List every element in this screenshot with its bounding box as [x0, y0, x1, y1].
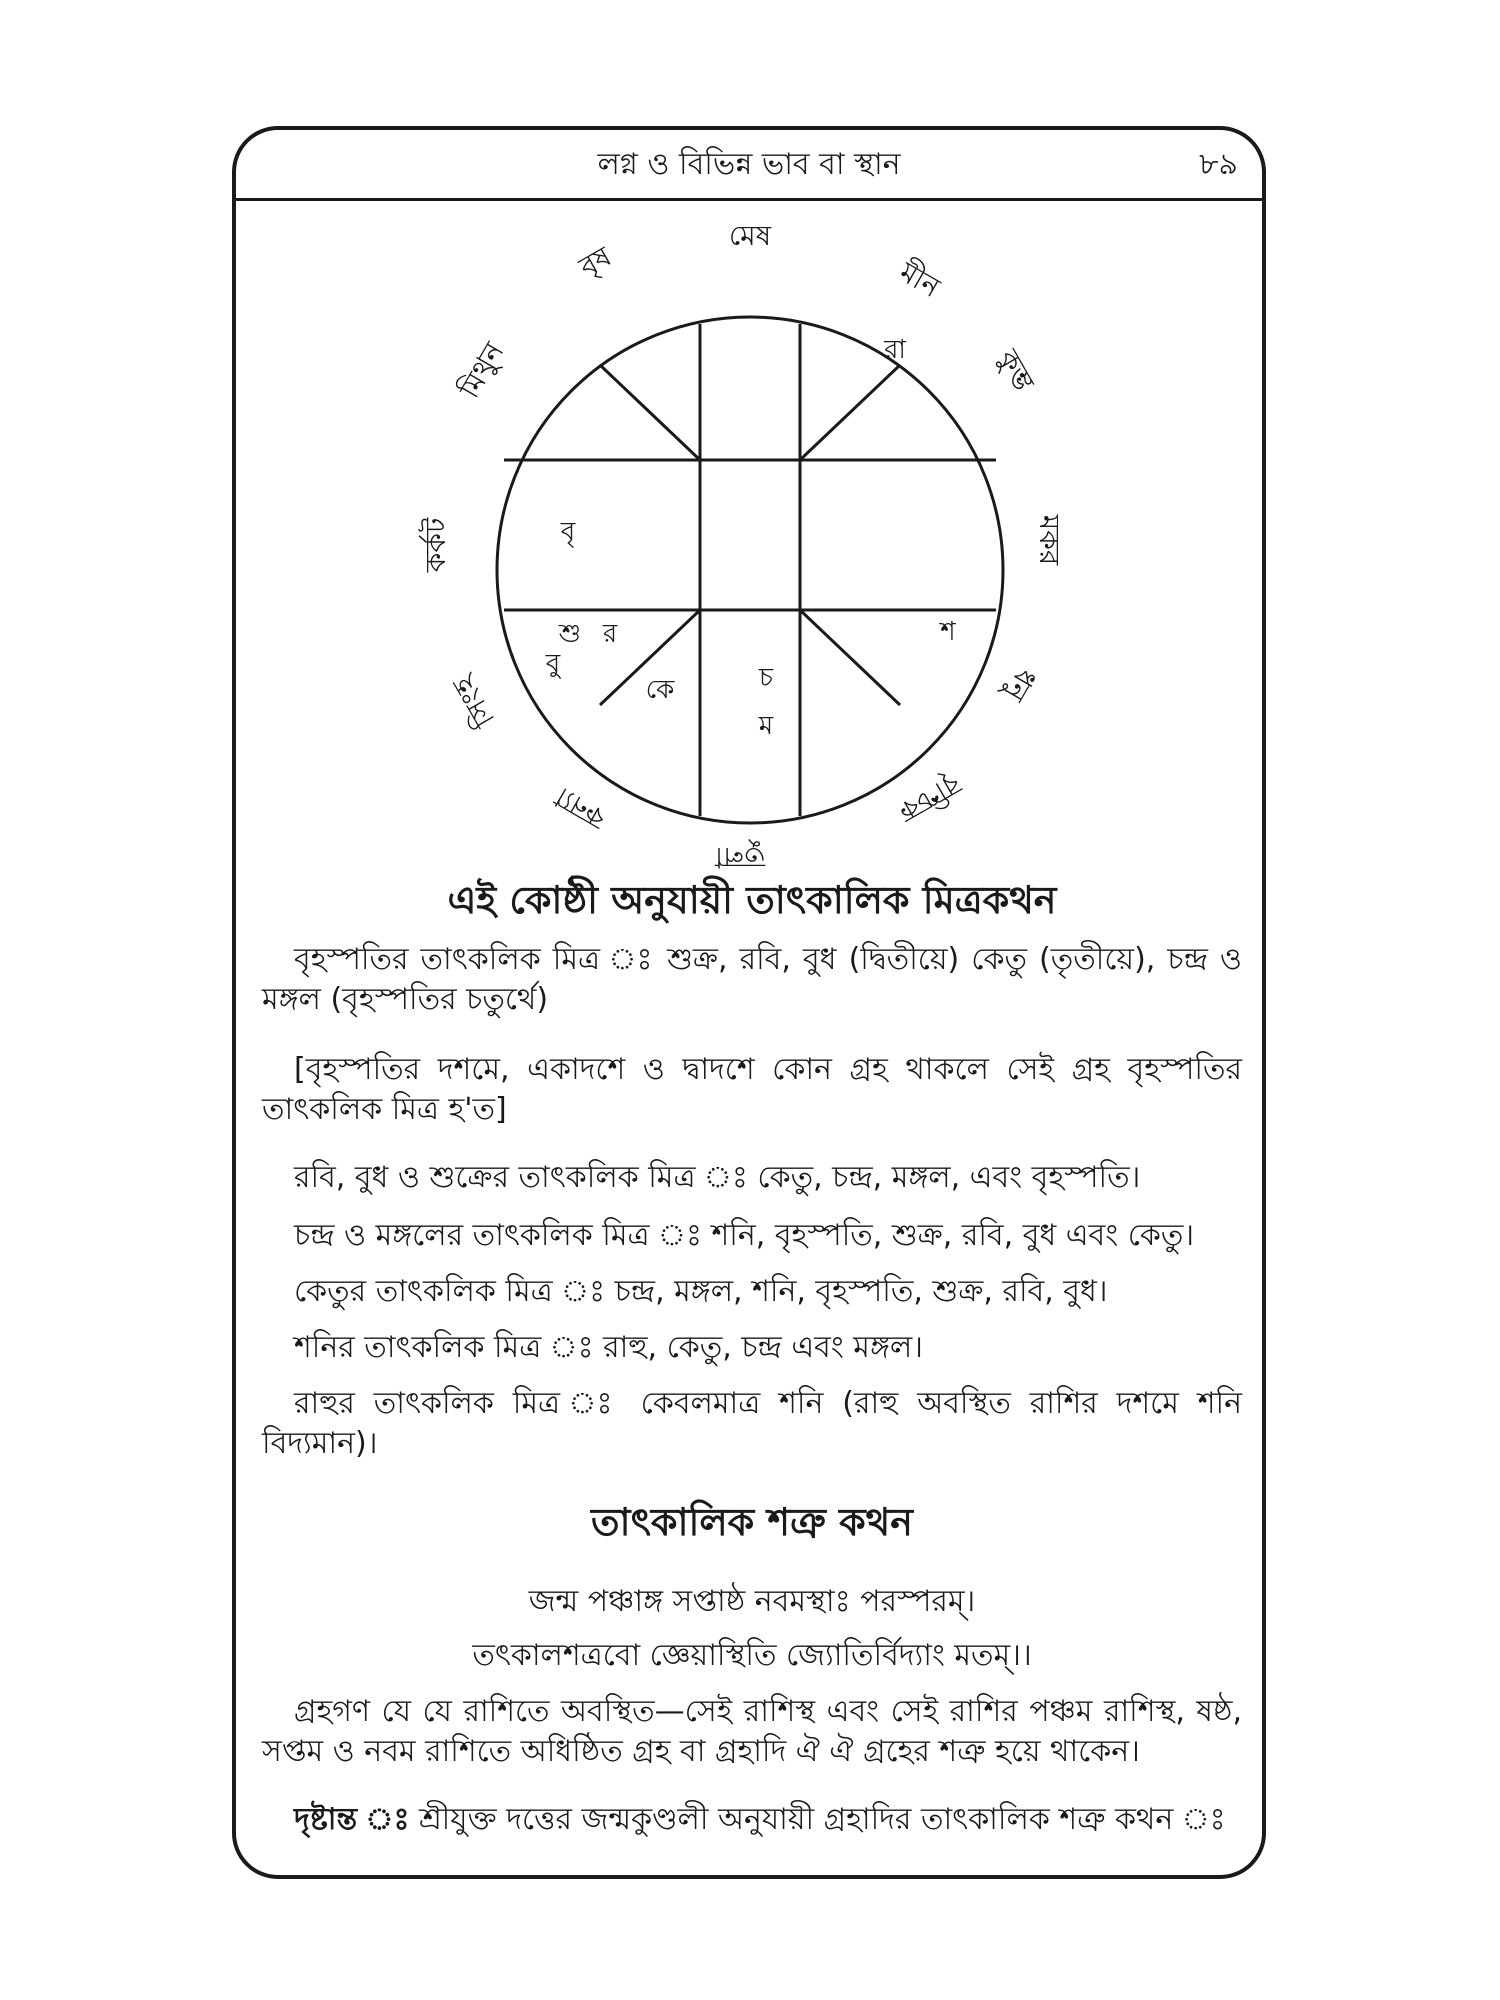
- chart-diagonal: [600, 365, 700, 460]
- running-header-title: লগ্ন ও বিভিন্ন ভাব বা স্থান: [597, 147, 901, 182]
- paragraph: বৃহস্পতির তাৎকলিক মিত্র ঃ শুক্র, রবি, বুধ (দ্বিতীয়ে) কেতু (তৃতীয়ে), চন্দ্র ও মঙ্গল (বৃহস্পতির চতুর্থে): [262, 942, 1242, 1017]
- sign-label-singha: সিংহ: [446, 670, 502, 734]
- section-heading: তাৎকালিক শত্রু কথন: [591, 1500, 913, 1544]
- planet-mercury: বু: [545, 649, 561, 679]
- sign-label-kumbha: কুম্ভ: [991, 343, 1041, 397]
- example-text: শ্রীযুক্ত দত্তের জন্মকুণ্ডলী অনুযায়ী গ্রহাদির তাৎকালিক শত্রু কথন ঃ: [409, 1802, 1226, 1837]
- paragraph: চন্দ্র ও মঙ্গলের তাৎকলিক মিত্র ঃ শনি, বৃহস্পতি, শুক্র, রবি, বুধ এবং কেতু।: [294, 1218, 1195, 1253]
- paragraph: রবি, বুধ ও শুক্রের তাৎকলিক মিত্র ঃ কেতু, চন্দ্র, মঙ্গল, এবং বৃহস্পতি।: [294, 1160, 1141, 1195]
- example-label: দৃষ্টান্ত ঃ: [294, 1802, 410, 1837]
- planet-rahu: রা: [884, 335, 906, 365]
- paragraph: [বৃহস্পতির দশমে, একাদশে ও দ্বাদশে কোন গ্রহ থাকলে সেই গ্রহ বৃহস্পতির তাৎকলিক মিত্র হ'ত]: [262, 1052, 1242, 1127]
- sign-label-makar: মকর: [1033, 514, 1066, 566]
- verse-line: তৎকালশত্রবো জ্ঞেয়াস্থিতি জ্যোতির্বিদ্যাং মতম্।।: [472, 1638, 1032, 1673]
- planet-moon: চ: [758, 663, 774, 693]
- sign-label-karkat: কর্কট: [419, 517, 452, 573]
- paragraph: কেতুর তাৎকলিক মিত্র ঃ চন্দ্র, মঙ্গল, শনি, বৃহস্পতি, শুক্র, রবি, বুধ।: [294, 1274, 1108, 1309]
- planet-saturn: শ: [940, 617, 956, 647]
- sign-label-tula: তুলা: [715, 841, 765, 874]
- planet-sun: র: [602, 619, 618, 649]
- sign-label-meen: মীন: [894, 255, 946, 305]
- sign-label-mithun: মিথুন: [452, 336, 511, 404]
- chart-diagonal: [800, 610, 900, 705]
- section-heading: এই কোষ্ঠী অনুযায়ী তাৎকালিক মিত্রকথন: [447, 878, 1057, 922]
- planet-jupiter: বৃ: [560, 517, 576, 547]
- sign-label-mesh: মেষ: [728, 219, 772, 252]
- planet-mars: ম: [758, 711, 774, 741]
- paragraph: রাহুর তাৎকলিক মিত্র ঃ কেবলমাত্র শনি (রাহু অবস্থিত রাশির দশমে শনি বিদ্যমান)।: [262, 1386, 1242, 1461]
- page-number: ৮৯: [1199, 147, 1238, 182]
- planet-venus: শু: [558, 619, 582, 649]
- paragraph: গ্রহগণ যে যে রাশিতে অবস্থিত—সেই রাশিস্থ এবং সেই রাশির পঞ্চম রাশিস্থ, ষষ্ঠ, সপ্তম ও নবম রাশিতে অধিষ্ঠিত গ্রহ বা গ্রহাদি ঐ ঐ গ্রহের শত্রু হয়ে থাকেন।: [262, 1694, 1242, 1769]
- horoscope-chart: [400, 210, 1100, 890]
- paragraph: শনির তাৎকলিক মিত্র ঃ রাহু, কেতু, চন্দ্র এবং মঙ্গল।: [294, 1330, 923, 1365]
- header-rule: [232, 198, 1266, 201]
- verse-line: জন্ম পঞ্চাঙ্গ সপ্তাষ্ঠ নবমস্থাঃ পরস্পরম্।: [528, 1584, 976, 1619]
- sign-label-vrish: বৃষ: [573, 239, 617, 284]
- sign-label-kanya: কন্যা: [549, 780, 612, 836]
- example-paragraph: [262, 1800, 1242, 1840]
- chart-circle: [497, 317, 1003, 823]
- chart-diagonal: [800, 365, 900, 460]
- sign-label-vrishchik: বৃশ্চিক: [893, 767, 967, 829]
- planet-ketu: কে: [645, 675, 675, 705]
- sign-label-dhanu: ধনু: [997, 662, 1043, 708]
